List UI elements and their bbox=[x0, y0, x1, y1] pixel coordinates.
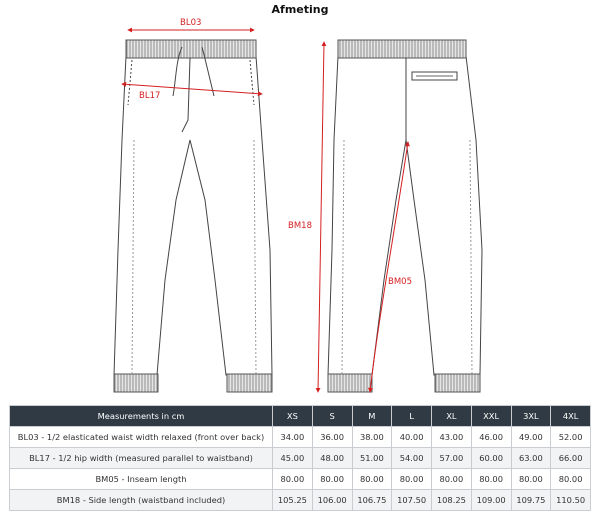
table-cell: 43.00 bbox=[432, 427, 472, 448]
table-cell: 45.00 bbox=[273, 448, 313, 469]
table-row bbox=[10, 490, 591, 511]
table-cell: 66.00 bbox=[551, 448, 591, 469]
header-cell-measurements: Measurements in cm bbox=[10, 406, 273, 427]
table-cell: 107.50 bbox=[392, 490, 432, 511]
table-row bbox=[10, 427, 591, 448]
table-cell: 54.00 bbox=[392, 448, 432, 469]
table-header-row bbox=[10, 406, 591, 427]
table-cell: 80.00 bbox=[551, 469, 591, 490]
row-label: BM18 - Side length (waistband included) bbox=[10, 490, 273, 511]
bl17-label: BL17 bbox=[139, 91, 161, 101]
table-cell: 80.00 bbox=[273, 469, 313, 490]
header-cell-xxl: XXL bbox=[471, 406, 511, 427]
header-cell-xs: XS bbox=[273, 406, 313, 427]
table-cell: 106.00 bbox=[312, 490, 352, 511]
table-cell: 110.50 bbox=[551, 490, 591, 511]
header-cell-3xl: 3XL bbox=[511, 406, 551, 427]
back-view bbox=[328, 40, 482, 392]
table-cell: 63.00 bbox=[511, 448, 551, 469]
table-cell: 51.00 bbox=[352, 448, 392, 469]
header-cell-m: M bbox=[352, 406, 392, 427]
bm18-label: BM18 bbox=[288, 221, 312, 231]
table-cell: 109.00 bbox=[471, 490, 511, 511]
table-row bbox=[10, 469, 591, 490]
size-chart-table bbox=[9, 405, 591, 511]
table-row bbox=[10, 448, 591, 469]
table-cell: 34.00 bbox=[273, 427, 313, 448]
table-cell: 80.00 bbox=[312, 469, 352, 490]
table-cell: 105.25 bbox=[273, 490, 313, 511]
table-cell: 60.00 bbox=[471, 448, 511, 469]
table-cell: 80.00 bbox=[432, 469, 472, 490]
table-cell: 40.00 bbox=[392, 427, 432, 448]
header-cell-xl: XL bbox=[432, 406, 472, 427]
row-label: BL03 - 1/2 elasticated waist width relaxed (front over back) bbox=[10, 427, 273, 448]
row-label: BM05 - Inseam length bbox=[10, 469, 273, 490]
table-cell: 52.00 bbox=[551, 427, 591, 448]
table-cell: 80.00 bbox=[471, 469, 511, 490]
page-title: Afmeting bbox=[271, 3, 329, 16]
header-cell-s: S bbox=[312, 406, 352, 427]
table-cell: 106.75 bbox=[352, 490, 392, 511]
table-cell: 38.00 bbox=[352, 427, 392, 448]
table-cell: 57.00 bbox=[432, 448, 472, 469]
header-cell-l: L bbox=[392, 406, 432, 427]
table-cell: 108.25 bbox=[432, 490, 472, 511]
bl03-label: BL03 bbox=[180, 18, 202, 28]
table-cell: 109.75 bbox=[511, 490, 551, 511]
table-cell: 48.00 bbox=[312, 448, 352, 469]
table-cell: 80.00 bbox=[392, 469, 432, 490]
bm18-line bbox=[318, 42, 324, 392]
row-label: BL17 - 1/2 hip width (measured parallel to waistband) bbox=[10, 448, 273, 469]
table-cell: 36.00 bbox=[312, 427, 352, 448]
table-cell: 46.00 bbox=[471, 427, 511, 448]
table-cell: 80.00 bbox=[352, 469, 392, 490]
bm05-label: BM05 bbox=[388, 277, 412, 287]
header-cell-4xl: 4XL bbox=[551, 406, 591, 427]
table-cell: 80.00 bbox=[511, 469, 551, 490]
table-cell: 49.00 bbox=[511, 427, 551, 448]
